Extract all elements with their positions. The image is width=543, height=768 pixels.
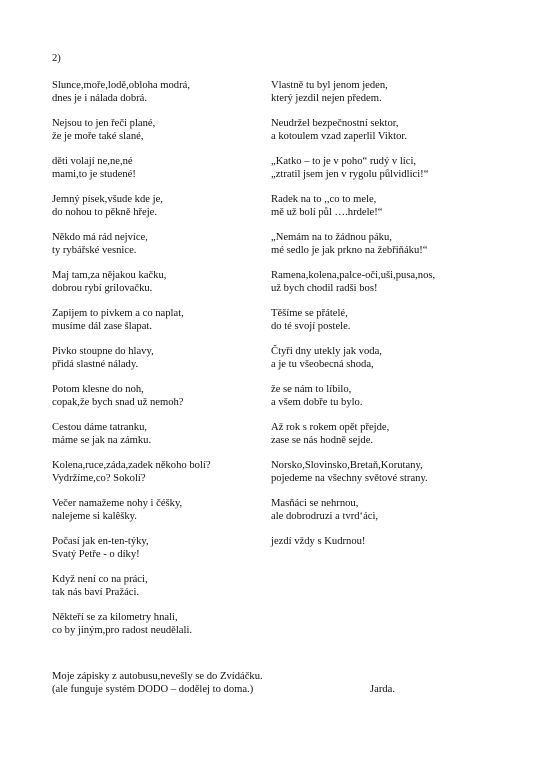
stanza <box>271 155 539 193</box>
verse-line: Večer namažeme nohy i čéšky, <box>52 498 183 509</box>
verse-line: že je moře také slané, <box>52 131 144 142</box>
stanza <box>52 459 272 497</box>
verse-line: zase se nás hodně sejde. <box>271 435 374 446</box>
verse-line: Nejsou to jen řeči plané, <box>52 118 156 129</box>
verse-line: dobrou rybí grilovačku. <box>52 283 153 294</box>
verse-line: Pivko stoupne do hlavy, <box>52 346 154 357</box>
verse-line: Až rok s rokem opět přejde, <box>271 422 390 433</box>
footer-line: Moje zápisky z autobusu,nevešly se do Zvídáčku. <box>52 671 263 682</box>
stanza <box>271 535 539 573</box>
stanza <box>271 345 539 383</box>
verse-line: Vydržíme,co? Sokolí? <box>52 473 146 484</box>
verse-line: a je tu všeobecná shoda, <box>271 359 374 370</box>
verse-line: a všem dobře tu bylo. <box>271 397 363 408</box>
verse-line: Maj tam,za nějakou kačku, <box>52 270 167 281</box>
verse-line: ale dobrodruzi a tvrd‘áci, <box>271 511 379 522</box>
verse-line: Norsko,Slovinsko,Bretaň,Korutany, <box>271 460 423 471</box>
verse-line: „Katko – to je v poho“ rudý v líci, <box>271 156 417 167</box>
signature: Jarda. <box>370 684 395 695</box>
verse-line: že se nám to líbilo, <box>271 384 352 395</box>
stanza <box>271 497 539 535</box>
verse-line: Cestou dáme tatranku, <box>52 422 148 433</box>
footer-line: (ale funguje systém DODO – dodělej to doma.) <box>52 684 254 695</box>
stanza <box>52 383 272 421</box>
verse-line: a kotoulem vzad zaperlil Viktor. <box>271 131 407 142</box>
stanza <box>52 573 272 611</box>
verse-line: Když není co na práci, <box>52 574 148 585</box>
verse-line: dnes je i nálada dobrá. <box>52 93 148 104</box>
verse-line: Čtyři dny utekly jak voda, <box>271 346 382 357</box>
verse-line <box>271 548 539 561</box>
verse-line: mami,to je studené! <box>52 169 136 180</box>
verse-line: „Nemám na to žádnou páku, <box>271 232 392 243</box>
stanza <box>52 193 272 231</box>
stanza <box>271 231 539 269</box>
verse-line: Zapijem to pivkem a co naplat, <box>52 308 184 319</box>
verse-line: Radek na to ,,co to mele, <box>271 194 377 205</box>
stanza <box>271 269 539 307</box>
verse-line: Slunce,moře,lodě,obloha modrá, <box>52 80 190 91</box>
verse-line: Těšíme se přátelé, <box>271 308 348 319</box>
stanza <box>271 79 539 117</box>
stanza <box>271 383 539 421</box>
stanza <box>271 193 539 231</box>
stanza <box>271 421 539 459</box>
verse-line: děti volají ne,ne,né <box>52 156 133 167</box>
verse-line: copak,že bych snad už nemoh? <box>52 397 184 408</box>
verse-line: Jemný písek,všude kde je, <box>52 194 163 205</box>
stanza <box>52 269 272 307</box>
verse-line: Neudržel bezpečnostní sektor, <box>271 118 399 129</box>
verse-line: Někdo má rád nejvíce, <box>52 232 148 243</box>
footer-note <box>52 670 492 696</box>
verse-line: Někteří se za kilometry hnali, <box>52 612 178 623</box>
stanza <box>271 459 539 497</box>
page-number: 2) <box>52 53 61 64</box>
verse-line: Kolena,ruce,záda,zadek někoho bolí? <box>52 460 211 471</box>
stanza <box>271 117 539 155</box>
verse-line: mé sedlo je jak prkno na žebřiňáku!“ <box>271 245 428 256</box>
stanza <box>52 611 272 649</box>
stanza <box>52 497 272 535</box>
verse-line: Svatý Petře - o díky! <box>52 549 140 560</box>
verse-line: co by jiným,pro radost neudělali. <box>52 625 193 636</box>
stanza <box>52 535 272 573</box>
right-column <box>271 79 539 573</box>
stanza <box>271 307 539 345</box>
verse-line: „ztratil jsem jen v rygolu půlvidlici!“ <box>271 169 429 180</box>
stanza <box>52 231 272 269</box>
stanza <box>52 307 272 345</box>
verse-line: do té svojí postele. <box>271 321 351 332</box>
verse-line: máme se jak na zámku. <box>52 435 152 446</box>
verse-line: tak nás baví Pražáci. <box>52 587 140 598</box>
verse-line: musíme dál zase šlapat. <box>52 321 153 332</box>
verse-line: už bych chodil radši bos! <box>271 283 378 294</box>
verse-line: Počasí jak en-ten-týky, <box>52 536 149 547</box>
verse-line: pojedeme na všechny světové strany. <box>271 473 428 484</box>
verse-line: do nohou to pěkně hřeje. <box>52 207 158 218</box>
verse-line: Ramena,kolena,palce-oči,uši,pusa,nos, <box>271 270 436 281</box>
stanza <box>52 117 272 155</box>
stanza <box>52 155 272 193</box>
verse-line: Vlastně tu byl jenom jeden, <box>271 80 388 91</box>
verse-line: jezdí vždy s Kudrnou! <box>271 536 366 547</box>
verse-line: přidá slastné nálady. <box>52 359 139 370</box>
verse-line: Masňáci se nehrnou, <box>271 498 359 509</box>
stanza <box>52 79 272 117</box>
verse-line: nalejeme si kalêšky. <box>52 511 137 522</box>
verse-line: ty rybářské vesnice. <box>52 245 137 256</box>
verse-line: Potom klesne do noh, <box>52 384 144 395</box>
verse-line: který jezdil nejen předem. <box>271 93 382 104</box>
left-column <box>52 79 272 649</box>
verse-line: mě už bolí půl ….hrdele!“ <box>271 207 383 218</box>
stanza <box>52 345 272 383</box>
stanza <box>52 421 272 459</box>
